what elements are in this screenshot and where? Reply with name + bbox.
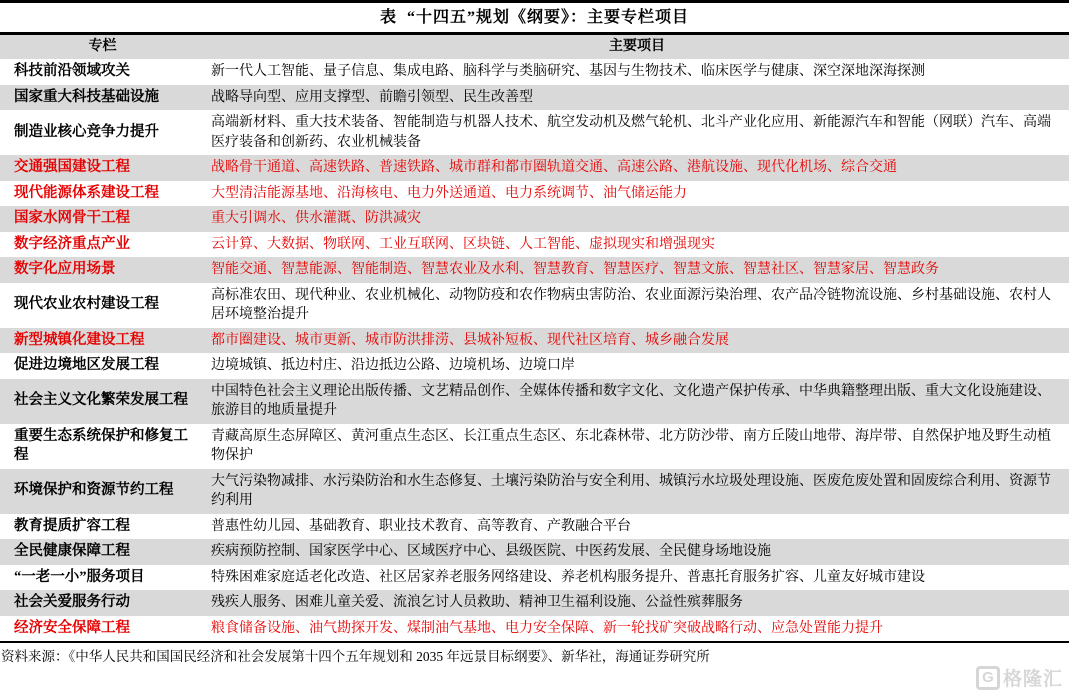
column-header-zhuanlan: 专栏 bbox=[0, 34, 205, 60]
column-label-cell: “一老一小”服务项目 bbox=[14, 568, 145, 585]
main-projects-cell: 新一代人工智能、量子信息、集成电路、脑科学与类脑研究、基因与生物技术、临床医学与健康、深空深地深海探测 bbox=[211, 64, 925, 79]
table-row bbox=[0, 232, 1069, 258]
table-body bbox=[0, 59, 1069, 642]
main-projects-cell: 战略导向型、应用支撑型、前瞻引领型、民生改善型 bbox=[205, 85, 1069, 111]
table-row bbox=[0, 353, 1069, 379]
main-projects-cell: 高标准农田、现代种业、农业机械化、动物防疫和农作物病虫害防治、农业面源污染治理、农产品冷链物流设施、乡村基础设施、农村人居环境整治提升 bbox=[211, 287, 1051, 322]
column-label-cell: 科技前沿领域攻关 bbox=[14, 63, 130, 79]
column-label-cell: 社会主义文化繁荣发展工程 bbox=[0, 379, 205, 424]
main-projects-cell: 战略骨干通道、高速铁路、普速铁路、城市群和都市圈轨道交通、高速公路、港航设施、现代化机场、综合交通 bbox=[205, 155, 1069, 181]
table-row bbox=[0, 110, 1069, 155]
main-projects-cell: 大气污染物减排、水污染防治和水生态修复、土壤污染防治与安全利用、城镇污水垃圾处理设施、医废危废处置和固废综合利用、资源节约利用 bbox=[205, 469, 1069, 514]
table-row bbox=[0, 469, 1069, 514]
column-label-cell: 交通强国建设工程 bbox=[0, 155, 205, 181]
table-row bbox=[0, 514, 1069, 540]
column-label-cell: 数字化应用场景 bbox=[0, 257, 205, 283]
table-row bbox=[0, 424, 1069, 469]
table-row bbox=[0, 85, 1069, 111]
column-label-cell: 经济安全保障工程 bbox=[14, 619, 130, 636]
main-projects-cell: 云计算、大数据、物联网、工业互联网、区块链、人工智能、虚拟现实和增强现实 bbox=[211, 236, 715, 252]
main-projects-cell: 大型清洁能源基地、沿海核电、电力外送通道、电力系统调节、油气储运能力 bbox=[211, 185, 687, 201]
table-row bbox=[0, 59, 1069, 85]
table-header-row bbox=[0, 34, 1069, 60]
source-note: 资料来源：《中华人民共和国国民经济和社会发展第十四个五年规划和 2035 年远景目标纲要》、新华社，海通证券研究所 bbox=[1, 649, 710, 664]
table-row bbox=[0, 206, 1069, 232]
table-row bbox=[0, 616, 1069, 643]
main-projects-cell: 普惠性幼儿园、基础教育、职业技术教育、高等教育、产教融合平台 bbox=[211, 518, 631, 534]
column-label-cell: 社会关爱服务行动 bbox=[0, 590, 205, 616]
column-label-cell: 数字经济重点产业 bbox=[14, 235, 130, 252]
table-row bbox=[0, 257, 1069, 283]
main-projects-cell: 粮食储备设施、油气勘探开发、煤制油气基地、电力安全保障、新一轮找矿突破战略行动、应急处置能力提升 bbox=[211, 620, 883, 636]
main-projects-cell: 高端新材料、重大技术装备、智能制造与机器人技术、航空发动机及燃气轮机、北斗产业化应用、新能源汽车和智能（网联）汽车、高端医疗装备和创新药、农业机械装备 bbox=[211, 115, 1051, 150]
main-projects-cell: 重大引调水、供水灌溉、防洪减灾 bbox=[205, 206, 1069, 232]
column-label-cell: 制造业核心竞争力提升 bbox=[14, 123, 159, 140]
gelonghui-logo-icon: G bbox=[976, 666, 1000, 690]
table-row bbox=[0, 283, 1069, 328]
main-projects-cell: 都市圈建设、城市更新、城市防洪排涝、县城补短板、现代社区培育、城乡融合发展 bbox=[205, 328, 1069, 354]
table-row bbox=[0, 539, 1069, 565]
column-label-cell: 新型城镇化建设工程 bbox=[0, 328, 205, 354]
gelonghui-watermark bbox=[976, 664, 1063, 691]
plan-columns-table bbox=[0, 32, 1069, 643]
main-projects-cell: 中国特色社会主义理论出版传播、文艺精品创作、全媒体传播和数字文化、文化遗产保护传承、中华典籍整理出版、重大文化设施建设、旅游目的地质量提升 bbox=[205, 379, 1069, 424]
column-label-cell: 现代农业农村建设工程 bbox=[14, 296, 159, 313]
column-label-cell: 国家重大科技基础设施 bbox=[0, 85, 205, 111]
main-projects-cell: 残疾人服务、困难儿童关爱、流浪乞讨人员救助、精神卫生福利设施、公益性殡葬服务 bbox=[205, 590, 1069, 616]
table-row bbox=[0, 328, 1069, 354]
table-row bbox=[0, 379, 1069, 424]
main-projects-cell: 疾病预防控制、国家医学中心、区域医疗中心、县级医院、中医药发展、全民健身场地设施 bbox=[205, 539, 1069, 565]
column-label-cell: 重要生态系统保护和修复工程 bbox=[14, 427, 188, 463]
column-header-main-projects: 主要项目 bbox=[205, 34, 1069, 60]
main-projects-cell: 特殊困难家庭适老化改造、社区居家养老服务网络建设、养老机构服务提升、普惠托育服务扩容、儿童友好城市建设 bbox=[211, 569, 925, 585]
table-row bbox=[0, 565, 1069, 591]
column-label-cell: 国家水网骨干工程 bbox=[0, 206, 205, 232]
column-label-cell: 促进边境地区发展工程 bbox=[14, 357, 159, 373]
table-title: 表 “十四五”规划《纲要》：主要专栏项目 bbox=[379, 9, 689, 26]
column-label-cell: 全民健康保障工程 bbox=[0, 539, 205, 565]
main-projects-cell: 边境城镇、抵边村庄、沿边抵边公路、边境机场、边境口岸 bbox=[211, 358, 575, 373]
gelonghui-logo-text: 格隆汇 bbox=[1002, 669, 1063, 690]
column-label-cell: 教育提质扩容工程 bbox=[14, 517, 130, 534]
table-row bbox=[0, 181, 1069, 207]
main-projects-cell: 智能交通、智慧能源、智能制造、智慧农业及水利、智慧教育、智慧医疗、智慧文旅、智慧社区、智慧家居、智慧政务 bbox=[205, 257, 1069, 283]
table-row bbox=[0, 155, 1069, 181]
table-row bbox=[0, 590, 1069, 616]
main-projects-cell: 青藏高原生态屏障区、黄河重点生态区、长江重点生态区、东北森林带、北方防沙带、南方丘陵山地带、海岸带、自然保护地及野生动植物保护 bbox=[211, 428, 1051, 463]
column-label-cell: 环境保护和资源节约工程 bbox=[0, 469, 205, 514]
column-label-cell: 现代能源体系建设工程 bbox=[14, 184, 159, 201]
